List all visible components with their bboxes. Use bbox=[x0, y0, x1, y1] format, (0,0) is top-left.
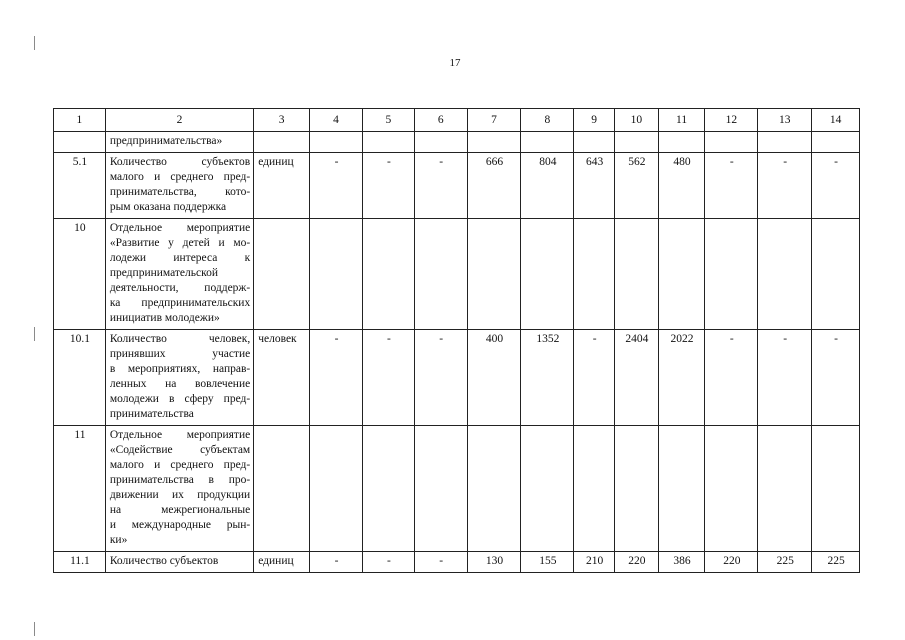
value-cell: 1352 bbox=[521, 330, 574, 426]
row-number-cell: 10 bbox=[54, 219, 106, 330]
unit-cell bbox=[254, 132, 310, 153]
row-number-cell bbox=[54, 132, 106, 153]
column-number-cell: 13 bbox=[758, 109, 812, 132]
value-cell bbox=[574, 132, 615, 153]
value-cell bbox=[812, 426, 860, 552]
value-cell: 2022 bbox=[658, 330, 705, 426]
value-cell: 480 bbox=[658, 153, 705, 219]
binding-mark-middle bbox=[34, 327, 35, 341]
value-cell: 400 bbox=[467, 330, 521, 426]
table-row bbox=[54, 153, 860, 219]
indicator-name-line: предпринимательства» bbox=[109, 135, 223, 147]
value-cell bbox=[574, 426, 615, 552]
value-cell: 643 bbox=[574, 153, 615, 219]
column-number-cell: 4 bbox=[310, 109, 363, 132]
value-cell bbox=[614, 132, 658, 153]
table-row bbox=[54, 219, 860, 330]
page-number: 17 bbox=[449, 57, 461, 69]
indicator-name-line: принимательства bbox=[109, 408, 194, 420]
value-cell: - bbox=[310, 552, 363, 573]
value-cell bbox=[758, 132, 812, 153]
indicator-name-line: «Содействие субъектам bbox=[109, 444, 251, 456]
column-number-cell: 10 bbox=[614, 109, 658, 132]
value-cell: - bbox=[362, 153, 414, 219]
indicator-name-line: инициатив молодежи» bbox=[109, 312, 220, 324]
column-number-cell: 3 bbox=[254, 109, 310, 132]
value-cell: - bbox=[812, 153, 860, 219]
indicator-name-line: рым оказана поддержка bbox=[109, 201, 227, 213]
row-number-cell: 5.1 bbox=[54, 153, 106, 219]
row-number-cell: 11.1 bbox=[54, 552, 106, 573]
value-cell: 804 bbox=[521, 153, 574, 219]
value-cell bbox=[574, 219, 615, 330]
value-cell bbox=[658, 132, 705, 153]
indicator-name-line: Количество человек, bbox=[109, 333, 251, 345]
value-cell: 220 bbox=[614, 552, 658, 573]
value-cell bbox=[414, 219, 467, 330]
indicator-name-line: деятельности, поддерж- bbox=[109, 282, 251, 294]
column-number-cell: 9 bbox=[574, 109, 615, 132]
indicator-name-cell bbox=[105, 426, 253, 552]
indicator-name-cell bbox=[105, 153, 253, 219]
value-cell bbox=[414, 132, 467, 153]
column-number-cell: 6 bbox=[414, 109, 467, 132]
value-cell bbox=[467, 426, 521, 552]
table-row bbox=[54, 330, 860, 426]
value-cell: - bbox=[414, 330, 467, 426]
value-cell: - bbox=[758, 153, 812, 219]
column-number-cell: 1 bbox=[54, 109, 106, 132]
value-cell bbox=[362, 132, 414, 153]
indicator-name-line: движении их продукции bbox=[109, 489, 251, 501]
column-number-cell: 8 bbox=[521, 109, 574, 132]
value-cell: - bbox=[574, 330, 615, 426]
value-cell: - bbox=[705, 153, 758, 219]
indicator-name-line: на межрегиональные bbox=[109, 504, 251, 516]
value-cell bbox=[521, 132, 574, 153]
indicator-name-line: ки» bbox=[109, 534, 128, 546]
value-cell: - bbox=[362, 552, 414, 573]
indicator-name-line: ка предпринимательских bbox=[109, 297, 251, 309]
indicator-name-line: Отдельное мероприятие bbox=[109, 222, 251, 234]
value-cell: 210 bbox=[574, 552, 615, 573]
indicator-name-line: Отдельное мероприятие bbox=[109, 429, 251, 441]
indicator-name-line: в мероприятиях, направ- bbox=[109, 363, 251, 375]
value-cell bbox=[310, 426, 363, 552]
value-cell: 130 bbox=[467, 552, 521, 573]
indicator-name-line: Количество субъектов bbox=[109, 156, 251, 168]
value-cell bbox=[521, 219, 574, 330]
value-cell bbox=[758, 219, 812, 330]
table-row bbox=[54, 132, 860, 153]
unit-cell: человек bbox=[254, 330, 310, 426]
value-cell bbox=[812, 219, 860, 330]
indicator-name-line: «Развитие у детей и мо- bbox=[109, 237, 251, 249]
indicator-name-line: принявших участие bbox=[109, 348, 251, 360]
value-cell: - bbox=[812, 330, 860, 426]
column-numbers-row bbox=[54, 109, 860, 132]
column-number-cell: 2 bbox=[105, 109, 253, 132]
unit-cell bbox=[254, 426, 310, 552]
value-cell bbox=[467, 219, 521, 330]
binding-mark-top bbox=[34, 36, 35, 50]
value-cell: 155 bbox=[521, 552, 574, 573]
value-cell bbox=[758, 426, 812, 552]
indicator-name-line: принимательства в про- bbox=[109, 474, 251, 486]
indicator-name-cell bbox=[105, 330, 253, 426]
value-cell: 225 bbox=[812, 552, 860, 573]
indicator-name-line: предпринимательской bbox=[109, 267, 219, 279]
value-cell: 386 bbox=[658, 552, 705, 573]
value-cell bbox=[362, 219, 414, 330]
table-row bbox=[54, 552, 860, 573]
value-cell bbox=[658, 426, 705, 552]
value-cell bbox=[812, 132, 860, 153]
value-cell: 220 bbox=[705, 552, 758, 573]
value-cell bbox=[521, 426, 574, 552]
value-cell bbox=[705, 219, 758, 330]
column-number-cell: 11 bbox=[658, 109, 705, 132]
value-cell: 225 bbox=[758, 552, 812, 573]
indicator-name-line: и международные рын- bbox=[109, 519, 251, 531]
value-cell: 2404 bbox=[614, 330, 658, 426]
unit-cell: единиц bbox=[254, 552, 310, 573]
value-cell: 666 bbox=[467, 153, 521, 219]
value-cell: 562 bbox=[614, 153, 658, 219]
value-cell bbox=[705, 426, 758, 552]
indicator-name-line: Количество субъектов bbox=[109, 555, 219, 567]
indicator-name-cell bbox=[105, 552, 253, 573]
value-cell: - bbox=[414, 153, 467, 219]
indicator-name-line: малого и среднего пред- bbox=[109, 459, 251, 471]
value-cell bbox=[310, 132, 363, 153]
value-cell: - bbox=[310, 330, 363, 426]
row-number-cell: 10.1 bbox=[54, 330, 106, 426]
column-number-cell: 14 bbox=[812, 109, 860, 132]
value-cell bbox=[467, 132, 521, 153]
indicator-name-line: ленных на вовлечение bbox=[109, 378, 251, 390]
value-cell bbox=[658, 219, 705, 330]
value-cell: - bbox=[705, 330, 758, 426]
column-number-cell: 12 bbox=[705, 109, 758, 132]
indicator-name-line: молодежи в сферу пред- bbox=[109, 393, 251, 405]
indicators-table bbox=[53, 108, 860, 573]
indicator-name-line: принимательства, кото- bbox=[109, 186, 251, 198]
indicator-name-cell bbox=[105, 219, 253, 330]
value-cell: - bbox=[414, 552, 467, 573]
column-number-cell: 7 bbox=[467, 109, 521, 132]
column-number-cell: 5 bbox=[362, 109, 414, 132]
value-cell bbox=[705, 132, 758, 153]
value-cell bbox=[310, 219, 363, 330]
value-cell: - bbox=[758, 330, 812, 426]
value-cell bbox=[614, 426, 658, 552]
binding-mark-bottom bbox=[34, 622, 35, 636]
value-cell bbox=[362, 426, 414, 552]
indicator-name-line: малого и среднего пред- bbox=[109, 171, 251, 183]
unit-cell bbox=[254, 219, 310, 330]
value-cell bbox=[614, 219, 658, 330]
value-cell bbox=[414, 426, 467, 552]
unit-cell: единиц bbox=[254, 153, 310, 219]
value-cell: - bbox=[310, 153, 363, 219]
value-cell: - bbox=[362, 330, 414, 426]
row-number-cell: 11 bbox=[54, 426, 106, 552]
indicator-name-cell bbox=[105, 132, 253, 153]
indicator-name-line: лодежи интереса к bbox=[109, 252, 251, 264]
table-row bbox=[54, 426, 860, 552]
